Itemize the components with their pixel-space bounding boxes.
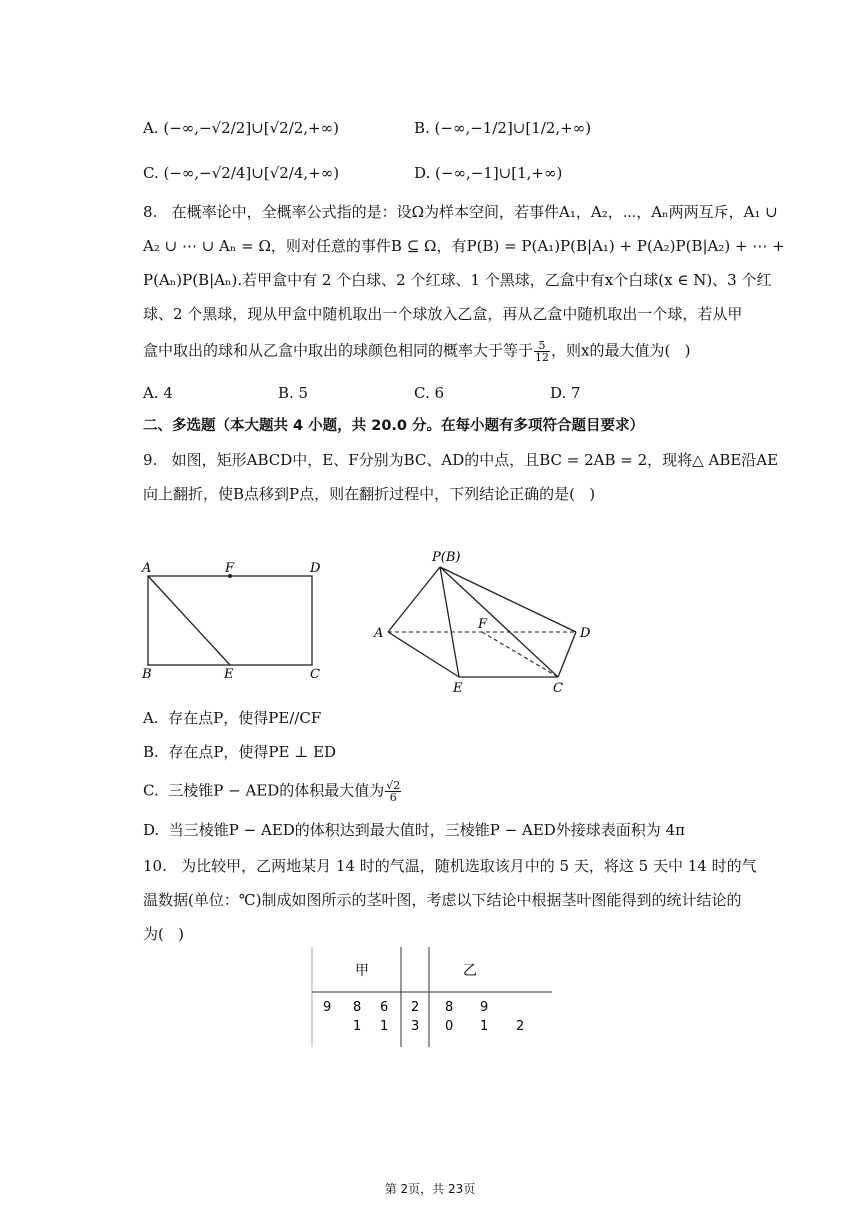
leaf-right: 0 <box>445 1019 454 1034</box>
stem-value: 3 <box>411 1019 420 1034</box>
q8-option-c: C. 6 <box>414 384 445 402</box>
label-d2: D <box>580 626 591 641</box>
label-b: B <box>142 667 152 682</box>
leaf-left: 8 <box>353 1000 362 1015</box>
q8-option-d: D. 7 <box>550 384 581 402</box>
label-p: P(B) <box>432 550 461 565</box>
label-a: A <box>142 561 152 576</box>
label-c: C <box>310 667 320 682</box>
section-heading: 二、多选题（本大题共 4 小题，共 20.0 分。在每小题有多项符合题目要求） <box>143 418 645 434</box>
q10-line-2: 温数据(单位：℃)制成如图所示的茎叶图，考虑以下结论中根据茎叶图能得到的统计结论的 <box>143 891 742 909</box>
q8-fraction-denominator: 12 <box>535 351 550 364</box>
q7-option-c: C. (−∞,−√2/4]∪[√2/4,+∞) <box>143 164 340 182</box>
edge-ae <box>388 632 459 677</box>
label-a2: A <box>374 626 384 641</box>
q9-option-d: D. 当三棱锥P − AED的体积达到最大值时，三棱锥P − AED外接球表面积为 4π <box>143 821 685 839</box>
label-f: F <box>225 561 235 576</box>
q10-line-1: 10. 为比较甲，乙两地某月 14 时的气温，随机选取该月中的 5 天，将这 5 天中 14 时的气 <box>143 857 757 875</box>
label-f2: F <box>478 617 488 632</box>
q8-line-4: 球、2 个黑球，现从甲盒中随机取出一个球放入乙盒，再从乙盒中随机取出一个球，若从甲 <box>143 305 743 323</box>
q7-option-b: B. (−∞,−1/2]∪[1/2,+∞) <box>414 119 592 137</box>
q9-line-2: 向上翻折，使B点移到P点，则在翻折过程中，下列结论正确的是( ) <box>143 485 596 503</box>
leaf-left: 6 <box>380 1000 389 1015</box>
q8-line-5 <box>143 340 690 363</box>
leaf-left: 9 <box>323 1000 332 1015</box>
label-d: D <box>310 561 321 576</box>
leaf-right: 8 <box>445 1000 454 1015</box>
label-e: E <box>224 667 234 682</box>
q8-line-5-tail: ，则x的最大值为( ) <box>551 341 691 360</box>
q8-option-b: B. 5 <box>278 384 309 402</box>
q9-fraction <box>385 780 401 803</box>
q7-option-d: D. (−∞,−1]∪[1,+∞) <box>414 164 563 182</box>
leaf-right: 9 <box>480 1000 489 1015</box>
leaf-right: 2 <box>516 1019 525 1034</box>
edge-pc <box>440 567 558 677</box>
q7-option-a: A. (−∞,−√2/2]∪[√2/2,+∞) <box>143 119 339 137</box>
edge-pa <box>388 567 440 632</box>
q8-fraction <box>534 340 550 363</box>
edge-fc-hidden <box>482 632 558 677</box>
q9-fraction-denominator: 6 <box>389 791 397 804</box>
leaf-right: 1 <box>480 1019 489 1034</box>
leaf-left: 1 <box>380 1019 389 1034</box>
label-c2: C <box>553 681 563 695</box>
header-jia: 甲 <box>355 963 369 979</box>
label-e2: E <box>453 681 463 695</box>
q9-line-1: 9. 如图，矩形ABCD中，E、F分别为BC、AD的中点，且BC = 2AB = 2，现将△ ABE沿AE <box>143 451 779 469</box>
q9-option-c <box>143 780 402 803</box>
q9-fraction-numerator: √2 <box>386 779 401 792</box>
edge-pe <box>440 567 459 677</box>
q8-option-a: A. 4 <box>143 384 173 402</box>
edge-pd <box>440 567 576 632</box>
q8-line-1: 8. 在概率论中，全概率公式指的是：设Ω为样本空间，若事件A₁，A₂，⋯，Aₙ两两互斥，A₁ ∪ <box>143 203 778 221</box>
q9-option-a: A. 存在点P，使得PE//CF <box>143 709 322 727</box>
edge-cd <box>558 632 576 677</box>
stem-leaf-plot <box>305 945 555 1050</box>
q8-line-2: A₂ ∪ ⋯ ∪ Aₙ = Ω，则对任意的事件B ⊆ Ω，有P(B) = P(A₁)P(B|A₁) + P(A₂)P(B|A₂) + ⋯ + <box>143 237 785 255</box>
q8-line-3: P(Aₙ)P(B|Aₙ).若甲盒中有 2 个白球、2 个红球、1 个黑球，乙盒中有x个白球(x ∈ N)、3 个红 <box>143 271 772 289</box>
q9-option-b: B. 存在点P，使得PE ⊥ ED <box>143 743 337 761</box>
q10-line-3: 为( ) <box>143 925 185 943</box>
stem-value: 2 <box>411 1000 420 1015</box>
leaf-left: 1 <box>353 1019 362 1034</box>
page-footer: 第 2页，共 23页 <box>384 1182 476 1196</box>
q8-line-5-text: 盒中取出的球和从乙盒中取出的球颜色相同的概率大于等于 <box>143 341 534 360</box>
q9-option-c-text: C. 三棱锥P − AED的体积最大值为 <box>143 781 385 800</box>
rectangle-figure <box>135 555 335 685</box>
segment-ae <box>148 576 230 665</box>
header-yi: 乙 <box>463 963 477 979</box>
rectangle-abcd <box>148 576 312 665</box>
folded-figure <box>370 545 610 695</box>
q8-fraction-numerator: 5 <box>534 340 550 352</box>
